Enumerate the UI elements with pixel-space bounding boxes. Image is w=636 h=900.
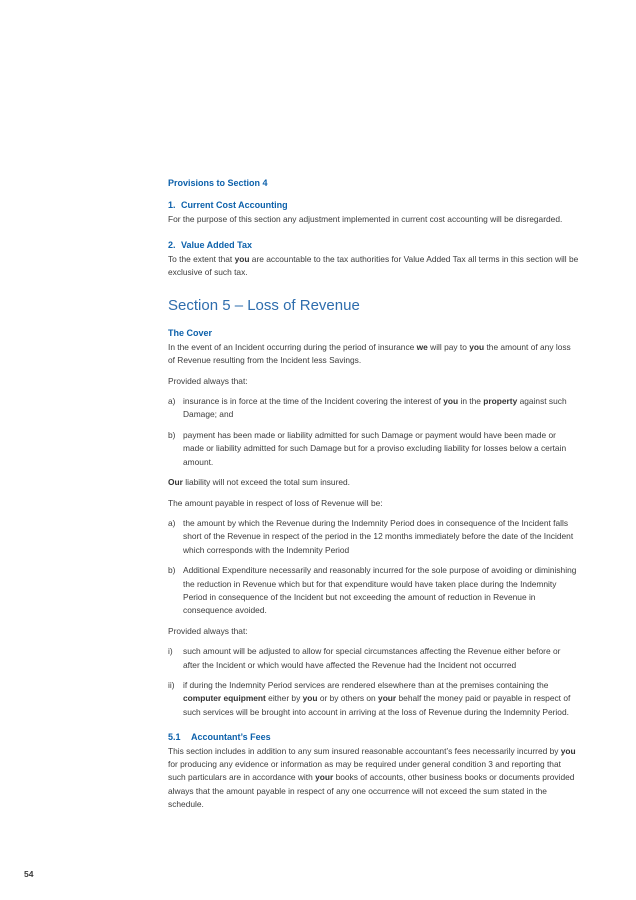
- list-item-text: Additional Expenditure necessarily and reasonably incurred for the sole purpose of avoiding or diminishing the reduction in Revenue which but for that expenditure would have taken place during the Indemnity Period in consequence of the Incident but not exceeding the amount of reduction in Revenue in consequence avoided.: [183, 565, 577, 616]
- paragraph-vat: [168, 253, 579, 280]
- bold-term: your: [378, 693, 397, 704]
- paragraph-amount-payable-intro: The amount payable in respect of loss of Revenue will be:: [168, 497, 383, 508]
- text-run: behalf the money paid or payable in respect of such services will be brought into account in arriving at the loss of Revenue during the Indemnity Period.: [183, 693, 571, 717]
- heading-label: Value Added Tax: [181, 240, 253, 251]
- heading-value-added-tax: [168, 239, 579, 252]
- text-run: To the extent that: [168, 253, 235, 264]
- list-marker: a): [168, 396, 176, 407]
- paragraph-accountants-fees: [168, 745, 579, 812]
- text-run: liability will not exceed the total sum insured.: [182, 477, 351, 488]
- list-marker: b): [168, 565, 176, 576]
- text-run: or by others on: [317, 693, 379, 704]
- text-run: in the: [458, 396, 484, 407]
- paragraph-current-cost: For the purpose of this section any adjustment implemented in current cost accounting will be disregarded.: [168, 213, 563, 224]
- list-item-proviso-ii: [168, 679, 579, 719]
- list-marker: a): [168, 517, 176, 528]
- bold-term: computer equipment: [183, 693, 266, 704]
- paragraph-liability-limit: [168, 476, 579, 489]
- text-run: against such Damage; and: [183, 396, 567, 420]
- text-run: insurance is in force at the time of the Incident covering the interest of: [183, 396, 444, 407]
- list-item-text: payment has been made or liability admitted for such Damage or payment would have been made or made or liability admitted for such Damage but for a proviso excluding liability for losses below a certain amount.: [183, 429, 567, 467]
- list-item-condition-b: [168, 429, 579, 469]
- bold-term: you: [302, 693, 318, 704]
- list-marker: i): [168, 646, 173, 657]
- paragraph-provided-always-1: Provided always that:: [168, 375, 248, 386]
- heading-the-cover: The Cover: [168, 328, 213, 339]
- section-5-title: Section 5 – Loss of Revenue: [168, 297, 360, 315]
- bold-term: you: [234, 253, 250, 264]
- document-body: [168, 177, 579, 812]
- text-run: books of accounts, other business books or documents provided always that the amount payable in respect of any one occurrence will not exceed the sum stated in the schedule.: [168, 772, 575, 810]
- heading-current-cost-accounting: [168, 199, 579, 212]
- bold-term: you: [560, 745, 576, 756]
- text-run: In the event of an Incident occurring during the period of insurance: [168, 341, 417, 352]
- text-run: for producing any evidence or information as may be required under general condition 3 and reporting that such particulars are in accordance with: [168, 759, 561, 783]
- bold-term: we: [416, 341, 428, 352]
- list-item-amount-b: [168, 564, 579, 618]
- provisions-title: Provisions to Section 4: [168, 178, 268, 188]
- heading-number: 5.1: [168, 732, 181, 743]
- text-run: either by: [265, 693, 303, 704]
- bold-term: you: [443, 396, 459, 407]
- bold-term: property: [483, 396, 518, 407]
- list-item-text: [183, 395, 579, 422]
- text-run: the amount of any loss of Revenue resulting from the Incident less Savings.: [168, 341, 571, 366]
- text-run: are accountable to the tax authorities for Value Added Tax all terms in this section will be exclusive of such tax.: [168, 253, 579, 278]
- text-run: if during the Indemnity Period services are rendered elsewhere than at the premises containing the: [183, 679, 549, 690]
- list-marker: b): [168, 429, 176, 440]
- heading-label: Current Cost Accounting: [181, 200, 288, 211]
- list-item-amount-a: [168, 517, 579, 557]
- bold-term: your: [315, 772, 334, 783]
- list-item-text: such amount will be adjusted to allow for special circumstances affecting the Revenue either before or after the Incident or which would have affected the Revenue had the Incident not occurred: [183, 646, 561, 670]
- list-item-proviso-i: [168, 645, 579, 672]
- list-item-condition-a: [168, 395, 579, 422]
- paragraph-provided-always-2: Provided always that:: [168, 625, 248, 636]
- text-run: will pay to: [427, 341, 470, 352]
- bold-term: you: [469, 341, 485, 352]
- bold-term: Our: [168, 477, 183, 488]
- page-number: 54: [24, 869, 34, 879]
- list-item-text: the amount by which the Revenue during the Indemnity Period does in consequence of the Incident falls short of the Revenue in respect of the period in the 12 months immediately before the date of the Incident which corresponds with the Indemnity Period: [183, 517, 574, 555]
- list-item-text: [183, 679, 579, 719]
- heading-label: Accountant’s Fees: [191, 732, 271, 743]
- list-marker: ii): [168, 679, 175, 690]
- heading-number: 1.: [168, 200, 176, 211]
- heading-accountants-fees: [168, 731, 579, 744]
- paragraph-cover-intro: [168, 341, 579, 368]
- heading-number: 2.: [168, 240, 176, 251]
- text-run: This section includes in addition to any sum insured reasonable accountant’s fees necessarily incurred by: [168, 745, 561, 756]
